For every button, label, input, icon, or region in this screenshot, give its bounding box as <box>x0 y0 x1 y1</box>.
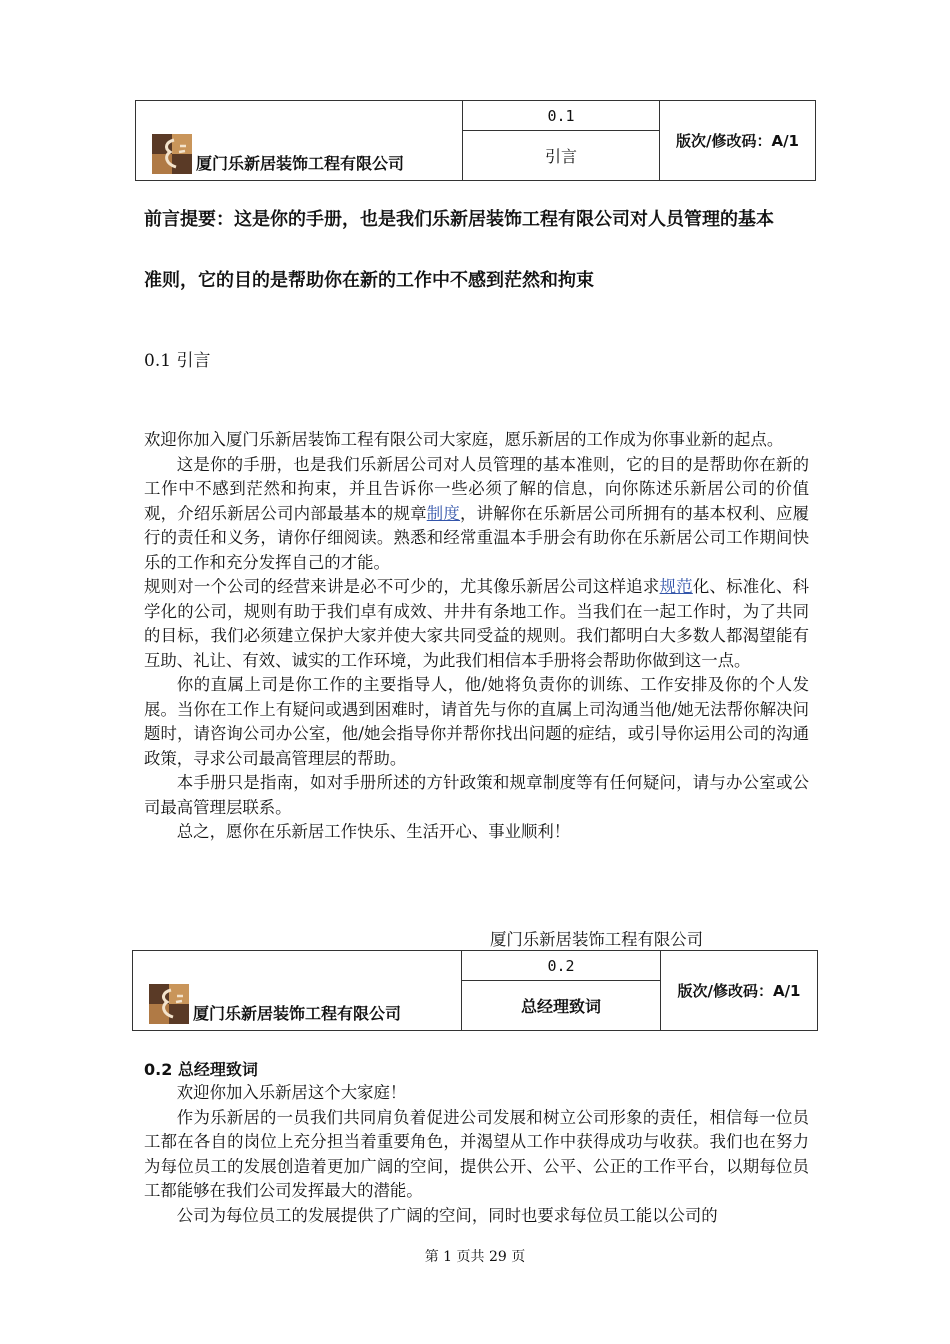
company-cell <box>133 951 462 1031</box>
section-2-body <box>144 1081 809 1228</box>
revision-code: 版次/修改码：A/1 <box>660 101 816 181</box>
company-cell <box>136 101 463 181</box>
paragraph <box>144 575 809 673</box>
company-name: 厦门乐新居装饰工程有限公司 <box>196 154 405 173</box>
paragraph-text: 规则对一个公司的经营来讲是必不可少的，尤其像乐新居公司这样追求 <box>144 577 660 596</box>
section-1-body <box>144 428 809 845</box>
section-1-title: 0.1 引言 <box>144 351 211 371</box>
paragraph <box>144 453 809 576</box>
paragraph-text: 这是你的手册，也是我们乐新居公司对人员管理的基本准则，它的目的是帮助你在新的工作中不感到茫然和拘束，并且告诉你一些必须了解的信息，向你陈述乐新居公司的价值观，介绍乐新居公司内部最基本的规章 <box>144 454 809 523</box>
company-logo-icon <box>149 984 189 1024</box>
paragraph: 作为乐新居的一员我们共同肩负着促进公司发展和树立公司形象的责任，相信每一位员工都在各自的岗位上充分担当着重要角色，并渴望从工作中获得成功与收获。我们也在努力为每位员工的发展创造着更加广阔的空间，提供公开、公平、公正的工作平台，以期每位员工都能够在我们公司发挥最大的潜能。 <box>144 1107 809 1200</box>
section-code: 0.2 <box>462 951 661 981</box>
header-table-2 <box>132 950 818 1031</box>
paragraph: 欢迎你加入乐新居这个大家庭！ <box>176 1083 407 1102</box>
paragraph: 公司为每位员工的发展提供了广阔的空间，同时也要求每位员工能以公司的 <box>176 1205 718 1225</box>
section-name: 引言 <box>463 131 660 181</box>
paragraph: 你的直属上司是你工作的主要指导人，他/她将负责你的训练、工作安排及你的个人发展。当你在工作上有疑问或遇到困难时，请首先与你的直属上司沟通当他/她无法帮你解决问题时，请咨询公司办公室，他/她会指导你并帮你找出问题的症结，或引导你运用公司的沟通政策，寻求公司最高管理层的帮助。 <box>144 675 809 768</box>
page-footer: 第 1 页共 29 页 <box>424 1249 526 1265</box>
standard-link[interactable]: 规范 <box>659 577 693 596</box>
preface-line-2: 准则，它的目的是帮助你在新的工作中不感到茫然和拘束 <box>144 270 594 291</box>
paragraph: 总之，愿你在乐新居工作快乐、生活开心、事业顺利！ <box>176 822 571 841</box>
preface-line-1: 前言提要：这是你的手册，也是我们乐新居装饰工程有限公司对人员管理的基本 <box>144 209 774 230</box>
regulation-link[interactable]: 制度 <box>426 503 460 523</box>
paragraph: 本手册只是指南，如对手册所述的方针政策和规章制度等有任何疑问，请与办公室或公司最高管理层联系。 <box>144 773 809 817</box>
section-2-title: 0.2 总经理致词 <box>144 1060 258 1079</box>
section-code: 0.1 <box>463 101 660 131</box>
company-logo-icon <box>152 134 192 174</box>
paragraph-text: ，讲解你在乐新居公司所拥有的基本权利、应履行的责任和义务，请你仔细阅读。熟悉和经常重温本手册会有助你在乐新居公司工作期间快乐的工作和充分发挥自己的才能。 <box>144 503 810 572</box>
paragraph: 欢迎你加入厦门乐新居装饰工程有限公司大家庭，愿乐新居的工作成为你事业新的起点。 <box>144 430 784 449</box>
header-table-1 <box>135 100 816 181</box>
section-name: 总经理致词 <box>462 981 661 1031</box>
revision-code: 版次/修改码：A/1 <box>661 951 818 1031</box>
signature: 厦门乐新居装饰工程有限公司 <box>490 930 704 949</box>
paragraph-text: 化、标准化、科学化的公司，规则有助于我们卓有成效、井井有条地工作。当我们在一起工作时，为了共同的目标，我们必须建立保护大家并使大家共同受益的规则。我们都明白大多数人都渴望能有互助、礼让、有效、诚实的工作环境，为此我们相信本手册将会帮助你做到这一点。 <box>144 577 810 670</box>
company-name: 厦门乐新居装饰工程有限公司 <box>193 1004 402 1023</box>
